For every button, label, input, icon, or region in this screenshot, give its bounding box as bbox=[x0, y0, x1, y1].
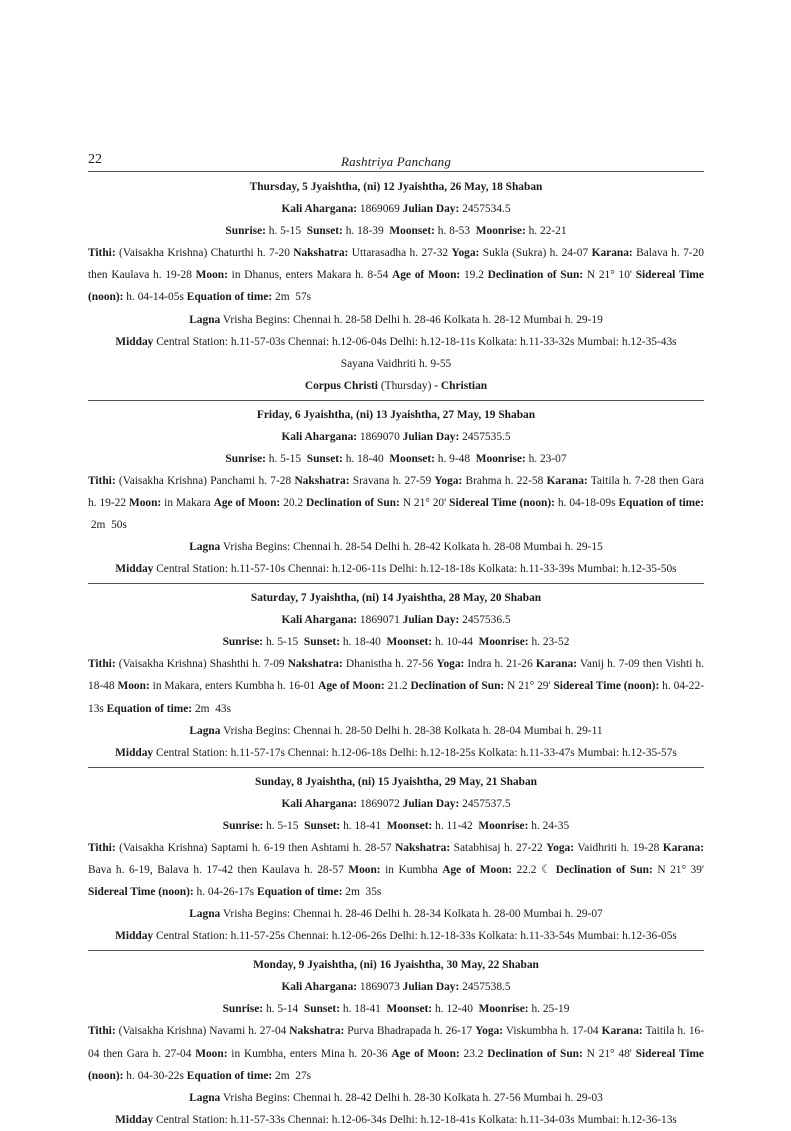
day-entry-monday bbox=[88, 950, 704, 1131]
kali-ahargana-line: Kali Ahargana: 1869071 Julian Day: 2457536.5 bbox=[281, 614, 511, 627]
lagna-line: Lagna Vrisha Begins: Chennai h. 28-54 Delhi h. 28-42 Kolkata h. 28-08 Mumbai h. 29-15 bbox=[189, 541, 603, 554]
tithi-paragraph: Tithi: (Vaisakha Krishna) Panchami h. 7-28 Nakshatra: Sravana h. 27-59 Yoga: Brahma h. 22-58 Karana: Taitila h. 7-28 then Gara h. 19-22 Moon: in Makara Age of Moon: 20.2 Declination of Sun: N 21° 20' Sidereal Time (noon): h. 04-18-09s Equation of time: 2m 50s bbox=[88, 474, 705, 532]
tithi-paragraph: Tithi: (Vaisakha Krishna) Saptami h. 6-19 then Ashtami h. 28-57 Nakshatra: Satabhisaj h. 27-22 Yoga: Vaidhriti h. 19-28 Karana: Bava h. 6-19, Balava h. 17-42 then Kaulava h. 28-57 Moon: in Kumbha Age of Moon: 22.2 ☾ Declination of Sun: N 21° 39' Sidereal Time (noon): h. 04-26-17s Equation of time: 2m 35s bbox=[88, 841, 704, 899]
day-title: Monday, 9 Jyaishtha, (ni) 16 Jyaishtha, 30 May, 22 Shaban bbox=[253, 959, 539, 972]
midday-line: Midday Central Station: h.11-57-33s Chennai: h.12-06-34s Delhi: h.12-18-41s Kolkata: h.11-34-03s Mumbai: h.12-36-13s bbox=[115, 1114, 677, 1127]
tithi-paragraph: Tithi: (Vaisakha Krishna) Navami h. 27-04 Nakshatra: Purva Bhadrapada h. 26-17 Yoga: Viskumbha h. 17-04 Karana: Taitila h. 16-04 then Gara h. 27-04 Moon: in Kumbha, enters Mina h. 20-36 Age of Moon: 23.2 Declination of Sun: N 21° 48' Sidereal Time (noon): h. 04-30-22s Equation of time: 2m 27s bbox=[88, 1025, 705, 1082]
sun-moon-times: Sunrise: h. 5-15 Sunset: h. 18-40 Moonset: h. 10-44 Moonrise: h. 23-52 bbox=[222, 636, 570, 649]
lagna-line: Lagna Vrisha Begins: Chennai h. 28-42 Delhi h. 28-30 Kolkata h. 27-56 Mumbai h. 29-03 bbox=[189, 1092, 603, 1105]
day-entry-friday bbox=[88, 400, 704, 581]
tithi-paragraph: Tithi: (Vaisakha Krishna) Shashthi h. 7-09 Nakshatra: Dhanistha h. 27-56 Yoga: Indra h. 21-26 Karana: Vanij h. 7-09 then Vishti h. 18-48 Moon: in Makara, enters Kumbha h. 16-01 Age of Moon: 21.2 Declination of Sun: N 21° 29' Sidereal Time (noon): h. 04-22-13s Equation of time: 2m 43s bbox=[88, 658, 705, 715]
day-entry-thursday bbox=[88, 176, 704, 397]
tithi-paragraph: Tithi: (Vaisakha Krishna) Chaturthi h. 7-20 Nakshatra: Uttarasadha h. 27-32 Yoga: Sukla (Sukra) h. 24-07 Karana: Balava h. 7-20 then Kaulava h. 19-28 Moon: in Dhanus, enters Makara h. 8-54 Age of Moon: 19.2 Declination of Sun: N 21° 10' Sidereal Time (noon): h. 04-14-05s Equation of time: 2m 57s bbox=[88, 247, 704, 304]
extra-note: Sayana Vaidhriti h. 9-55 bbox=[340, 357, 452, 370]
sun-moon-times: Sunrise: h. 5-15 Sunset: h. 18-39 Moonset: h. 8-53 Moonrise: h. 22-21 bbox=[225, 225, 567, 237]
page-number: 22 bbox=[88, 152, 102, 167]
kali-ahargana-line: Kali Ahargana: 1869073 Julian Day: 2457538.5 bbox=[281, 981, 511, 994]
sun-moon-times: Sunrise: h. 5-15 Sunset: h. 18-40 Moonset: h. 9-48 Moonrise: h. 23-07 bbox=[225, 452, 567, 465]
day-entry-saturday bbox=[88, 583, 704, 764]
day-title: Sunday, 8 Jyaishtha, (ni) 15 Jyaishtha, 29 May, 21 Shaban bbox=[254, 775, 537, 788]
midday-line: Midday Central Station: h.11-57-03s Chennai: h.12-06-04s Delhi: h.12-18-11s Kolkata: h.11-33-32s Mumbai: h.12-35-43s bbox=[115, 335, 677, 348]
day-title: Friday, 6 Jyaishtha, (ni) 13 Jyaishtha, 27 May, 19 Shaban bbox=[256, 408, 536, 421]
festival-line: Corpus Christi (Thursday) - Christian bbox=[304, 379, 488, 392]
lagna-line: Lagna Vrisha Begins: Chennai h. 28-46 Delhi h. 28-34 Kolkata h. 28-00 Mumbai h. 29-07 bbox=[189, 908, 603, 921]
midday-line: Midday Central Station: h.11-57-10s Chennai: h.12-06-11s Delhi: h.12-18-18s Kolkata: h.11-33-39s Mumbai: h.12-35-50s bbox=[115, 563, 677, 576]
lagna-line: Lagna Vrisha Begins: Chennai h. 28-50 Delhi h. 28-38 Kolkata h. 28-04 Mumbai h. 29-11 bbox=[189, 724, 603, 737]
lagna-line: Lagna Vrisha Begins: Chennai h. 28-58 Delhi h. 28-46 Kolkata h. 28-12 Mumbai h. 29-19 bbox=[189, 313, 603, 326]
midday-line: Midday Central Station: h.11-57-25s Chennai: h.12-06-26s Delhi: h.12-18-33s Kolkata: h.11-33-54s Mumbai: h.12-36-05s bbox=[115, 930, 677, 943]
kali-ahargana-line: Kali Ahargana: 1869072 Julian Day: 2457537.5 bbox=[281, 797, 511, 810]
day-entry-sunday bbox=[88, 767, 704, 948]
sun-moon-times: Sunrise: h. 5-15 Sunset: h. 18-41 Moonset: h. 11-42 Moonrise: h. 24-35 bbox=[222, 819, 570, 832]
panchang-content bbox=[88, 176, 704, 1131]
kali-ahargana-line: Kali Ahargana: 1869070 Julian Day: 2457535.5 bbox=[281, 430, 511, 443]
midday-line: Midday Central Station: h.11-57-17s Chennai: h.12-06-18s Delhi: h.12-18-25s Kolkata: h.11-33-47s Mumbai: h.12-35-57s bbox=[115, 746, 677, 759]
day-title: Thursday, 5 Jyaishtha, (ni) 12 Jyaishtha, 26 May, 18 Shaban bbox=[249, 181, 543, 193]
running-title: Rashtriya Panchang bbox=[340, 154, 452, 169]
day-title: Saturday, 7 Jyaishtha, (ni) 14 Jyaishtha, 28 May, 20 Shaban bbox=[250, 592, 542, 605]
sun-moon-times: Sunrise: h. 5-14 Sunset: h. 18-41 Moonset: h. 12-40 Moonrise: h. 25-19 bbox=[222, 1003, 570, 1016]
kali-ahargana-line: Kali Ahargana: 1869069 Julian Day: 2457534.5 bbox=[281, 203, 511, 215]
header-rule bbox=[88, 171, 704, 172]
page-header bbox=[88, 150, 704, 170]
